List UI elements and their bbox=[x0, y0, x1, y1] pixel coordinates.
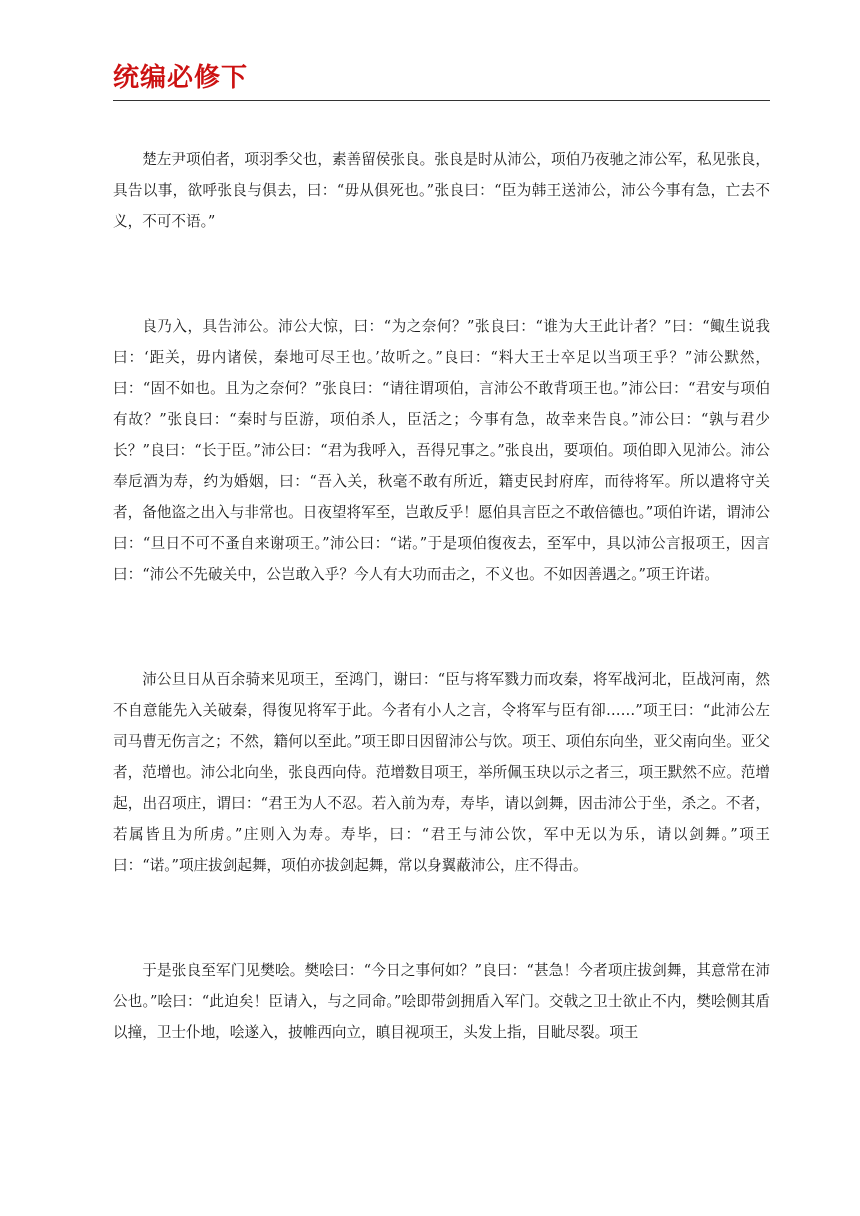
paragraph-4: 于是张良至军门见樊哙。樊哙曰：“今日之事何如？”良曰：“甚急！今者项庄拔剑舞，其意常在沛公也。”哙曰：“此迫矣！臣请入，与之同命。”哙即带剑拥盾入军门。交戟之卫士欲止不内，樊哙侧其盾以撞，卫士仆地，哙遂入，披帷西向立，瞋目视项王，头发上指，目眦尽裂。项王 bbox=[113, 962, 770, 1041]
header-title: 统编必修下 bbox=[113, 63, 249, 93]
document-body bbox=[113, 144, 770, 1048]
paragraph-2: 良乃入，具告沛公。沛公大惊，曰：“为之奈何？”张良曰：“谁为大王此计者？”曰：“鲰生说我曰：‘距关，毋内诸侯，秦地可尽王也。’故听之。”良曰：“料大王士卒足以当项王乎？”沛公默然，曰：“固不如也。且为之奈何？”张良曰：“请往谓项伯，言沛公不敢背项王也。”沛公曰：“君安与项伯有故？”张良曰：“秦时与臣游，项伯杀人，臣活之；今事有急，故幸来告良。”沛公曰：“孰与君少长？”良曰：“长于臣。”沛公曰：“君为我呼入，吾得兄事之。”张良出，要项伯。项伯即入见沛公。沛公奉卮酒为寿，约为婚姻，曰：“吾入关，秋毫不敢有所近，籍吏民封府库，而待将军。所以遣将守关者，备他盗之出入与非常也。日夜望将军至，岂敢反乎！愿伯具言臣之不敢倍德也。”项伯许诺，谓沛公曰：“旦日不可不蚤自来谢项王。”沛公曰：“诺。”于是项伯復夜去，至军中，具以沛公言报项王，因言曰：“沛公不先破关中，公岂敢入乎？今人有大功而击之，不义也。不如因善遇之。”项王许诺。 bbox=[113, 318, 770, 583]
paragraph-3: 沛公旦日从百余骑来见项王，至鸿门，谢曰：“臣与将军戮力而攻秦，将军战河北，臣战河南，然不自意能先入关破秦，得復见将军于此。今者有小人之言，令将军与臣有卻……”项王曰：“此沛公左司马曹无伤言之；不然，籍何以至此。”项王即日因留沛公与饮。项王、项伯东向坐，亚父南向坐。亚父者，范增也。沛公北向坐，张良西向侍。范增数目项王，举所佩玉玦以示之者三，项王默然不应。范增起，出召项庄，谓曰：“君王为人不忍。若入前为寿，寿毕，请以剑舞，因击沛公于坐，杀之。不者，若属皆且为所虏。”庄则入为寿。寿毕，曰：“君王与沛公饮，军中无以为乐，请以剑舞。”项王曰：“诺。”项庄拔剑起舞，项伯亦拔剑起舞，常以身翼蔽沛公，庄不得击。 bbox=[113, 671, 770, 874]
page-header bbox=[113, 58, 770, 101]
paragraph-1: 楚左尹项伯者，项羽季父也，素善留侯张良。张良是时从沛公，项伯乃夜驰之沛公军，私见张良，具告以事，欲呼张良与俱去，曰：“毋从俱死也。”张良曰：“臣为韩王送沛公，沛公今事有急，亡去不义，不可不语。” bbox=[113, 151, 770, 230]
